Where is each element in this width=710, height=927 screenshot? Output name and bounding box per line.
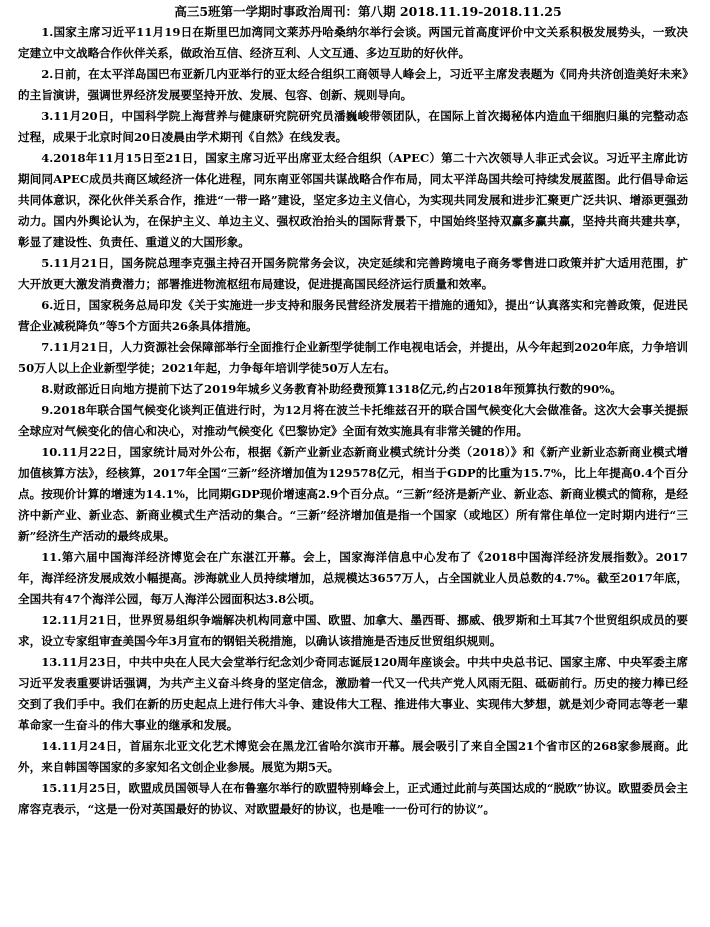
news-item: 13.11月23日，中共中央在人民大会堂举行纪念刘少奇同志诞辰120周年座谈会。中共中央总书记、国家主席、中央军委主席习近平发表重要讲话强调，为共产主义奋斗终身的坚定信念，激励着一代又一代共产党人风雨无阻、砥砺前行。历史的接力棒已经交到了我们手中。我们在新的历史起点上进行伟大斗争、建设伟大工程、推进伟大事业、实现伟大梦想，就是刘少奇同志等老一辈革命家一生奋斗的伟大事业的继承和发展。 <box>18 655 688 732</box>
news-item: 7.11月21日，人力资源社会保障部举行全面推行企业新型学徒制工作电视电话会，并提出，从今年起到2020年底，力争培训50万人以上企业新型学徒；2021年起，力争每年培训学徒50万人左右。 <box>18 340 688 375</box>
news-item: 4.2018年11月15日至21日，国家主席习近平出席亚太经合组织（APEC）第二十六次领导人非正式会议。习近平主席此访期间同APEC成员共商区域经济一体化进程，同东南亚邻国共谋战略合作布局，同太平洋岛国共绘可持续发展蓝图。此行倡导命运共同体意识，深化伙伴关系合作，推进“一带一路”建设，坚定多边主义信心，为实现共同发展和进步汇聚更广泛共识、增添更强劲动力。国内外舆论认为，在保护主义、单边主义、强权政治抬头的国际背景下，中国始终坚持双赢多赢共赢，坚持共商共建共享，彰显了建设性、负责任、重道义的大国形象。 <box>18 151 688 249</box>
news-item: 15.11月25日，欧盟成员国领导人在布鲁塞尔举行的欧盟特别峰会上，正式通过此前与英国达成的“脱欧”协议。欧盟委员会主席容克表示，“这是一份对英国最好的协议、对欧盟最好的协议，也是唯一一份可行的协议”。 <box>18 781 688 816</box>
news-item: 10.11月22日，国家统计局对外公布，根据《新产业新业态新商业模式统计分类（2018）》和《新产业新业态新商业模式增加值核算方法》，经核算，2017年全国“三新”经济增加值为129578亿元，相当于GDP的比重为15.7%，比上年提高0.4个百分点。按现价计算的增速为14.1%，比同期GDP现价增速高2.9个百分点。“三新”经济是新产业、新业态、新商业模式的简称，是经济中新产业、新业态、新商业模式生产活动的集合。“三新”经济增加值是指一个国家（或地区）所有常住单位一定时期内进行“三新”经济生产活动的最终成果。 <box>18 445 688 543</box>
news-item: 1.国家主席习近平11月19日在斯里巴加湾同文莱苏丹哈桑纳尔举行会谈。两国元首高度评价中文关系积极发展势头，一致决定建立中文战略合作伙伴关系，做政治互信、经济互利、人文互通、多边互助的好伙伴。 <box>18 25 688 60</box>
news-item: 9.2018年联合国气候变化谈判正值进行时，为12月将在波兰卡托维兹召开的联合国气候变化大会做准备。这次大会事关提振全球应对气候变化的信心和决心，对推动气候变化《巴黎协定》全面有效实施具有非常关键的作用。 <box>18 403 688 438</box>
news-item: 14.11月24日，首届东北亚文化艺术博览会在黑龙江省哈尔滨市开幕。展会吸引了来自全国21个省市区的268家参展商。此外，来自韩国等国家的多家知名文创企业参展。展览为期5天。 <box>18 739 688 774</box>
news-item: 12.11月21日，世界贸易组织争端解决机构同意中国、欧盟、加拿大、墨西哥、挪威、俄罗斯和土耳其7个世贸组织成员的要求，设立专家组审查美国今年3月宣布的钢铝关税措施，以确认该措施是否违反世贸组织规则。 <box>18 613 688 648</box>
news-list <box>18 22 688 820</box>
news-item: 3.11月20日，中国科学院上海营养与健康研究院研究员潘巍峻带领团队，在国际上首次揭秘体内造血干细胞归巢的完整动态过程，成果于北京时间20日凌晨由学术期刊《自然》在线发表。 <box>18 109 688 144</box>
news-item: 11.第六届中国海洋经济博览会在广东湛江开幕。会上，国家海洋信息中心发布了《2018中国海洋经济发展指数》。2017年，海洋经济发展成效小幅提高。涉海就业人员持续增加，总规模达3657万人，占全国就业人员总数的4.7%。截至2017年底，全国共有47个海洋公园，每万人海洋公园面积达3.8公顷。 <box>18 550 688 606</box>
news-item: 6.近日，国家税务总局印发《关于实施进一步支持和服务民营经济发展若干措施的通知》，提出“认真落实和完善政策，促进民营企业减税降负”等5个方面共26条具体措施。 <box>18 298 688 333</box>
news-item: 2.日前，在太平洋岛国巴布亚新几内亚举行的亚太经合组织工商领导人峰会上，习近平主席发表题为《同舟共济创造美好未来》的主旨演讲，强调世界经济发展要坚持开放、发展、包容、创新、规则导向。 <box>18 67 688 102</box>
document-title: 高三5班第一学期时事政治周刊：第八期 2018.11.19-2018.11.25 <box>174 4 562 19</box>
news-item: 8.财政部近日向地方提前下达了2019年城乡义务教育补助经费预算1318亿元,约占2018年预算执行数的90%。 <box>41 382 622 396</box>
news-item: 5.11月21日，国务院总理李克强主持召开国务院常务会议，决定延续和完善跨境电子商务零售进口政策并扩大适用范围，扩大开放更大激发消费潜力；部署推进物流枢纽布局建设，促进提高国民经济运行质量和效率。 <box>18 256 688 291</box>
